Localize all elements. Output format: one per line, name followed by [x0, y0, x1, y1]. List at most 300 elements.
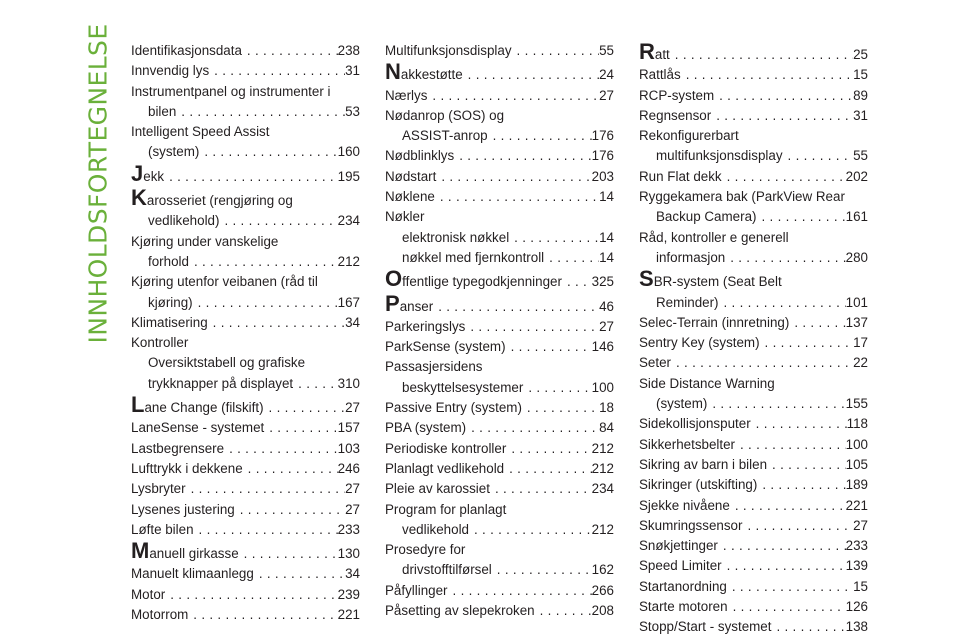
index-row: [639, 394, 868, 414]
index-entry: [639, 577, 868, 597]
page-number: 138: [845, 619, 868, 635]
side-title-text: INNHOLDSFORTEGNELSE: [83, 23, 113, 344]
index-entry: [639, 187, 868, 228]
index-label: Pleie av karossiet: [385, 481, 490, 497]
leader-dots: [671, 353, 853, 373]
index-row: [131, 61, 360, 81]
leader-dots: [435, 187, 599, 207]
leader-dots: [722, 167, 846, 187]
index-label: vedlikehold): [148, 213, 220, 229]
page-number: 212: [337, 253, 360, 269]
index-label: Planlagt vedlikehold: [385, 460, 505, 476]
index-column-1: [131, 41, 360, 625]
index-label: Snøkjettinger: [639, 538, 718, 554]
index-entry-heading: Kontroller: [131, 335, 189, 351]
page-number: 202: [845, 168, 868, 184]
index-entry: [639, 167, 868, 187]
index-entry-heading: Rekonfigurerbart: [639, 128, 739, 144]
index-label: informasjon: [656, 249, 726, 265]
section-letter: O: [385, 266, 403, 292]
page-number: 234: [591, 481, 614, 497]
index-label: Sentry Key (system): [639, 335, 760, 351]
leader-dots: [757, 475, 845, 495]
leader-dots: [522, 398, 599, 418]
page-number: 126: [845, 599, 868, 615]
index-row: [131, 313, 360, 333]
leader-dots: [194, 520, 338, 540]
leader-dots: [681, 65, 853, 85]
index-row: [639, 39, 868, 65]
page-number: 139: [845, 558, 868, 574]
leader-dots: [219, 211, 337, 231]
index-label: bilen: [148, 103, 177, 119]
page-number: 130: [337, 546, 360, 562]
index-label: Sjekke nivåene: [639, 497, 730, 513]
index-row: [639, 496, 868, 516]
index-entry: [131, 41, 360, 61]
index-label: Periodiske kontroller: [385, 440, 507, 456]
index-label: LaneSense - systemet: [131, 420, 265, 436]
index-entry-heading: Ryggekamera bak (ParkView Rear: [639, 189, 845, 205]
leader-dots: [783, 146, 854, 166]
index-entry: [131, 61, 360, 81]
page-number: 137: [845, 314, 868, 330]
leader-dots: [756, 207, 845, 227]
index-label: Startanordning: [639, 578, 727, 594]
index-label-text: att: [654, 47, 670, 62]
index-entry: [639, 86, 868, 106]
index-row: [385, 41, 614, 61]
index-row: [385, 167, 614, 187]
index-label: Parkeringslys: [385, 318, 466, 334]
index-entry: [131, 313, 360, 333]
page-number: 195: [337, 168, 360, 184]
index-label: forhold: [148, 253, 189, 269]
index-row: [385, 520, 614, 540]
index-label: Passive Entry (system): [385, 400, 522, 416]
page-number: 161: [845, 209, 868, 225]
index-row: [131, 605, 360, 625]
page-number: 234: [337, 213, 360, 229]
section-letter: P: [385, 290, 400, 316]
index-entry: [131, 459, 360, 479]
index-row: [385, 290, 614, 317]
index-entry: [131, 418, 360, 438]
index-label: multifunksjonsdisplay: [656, 148, 783, 164]
index-label: beskyttelsesystemer: [402, 379, 524, 395]
leader-dots: [224, 439, 338, 459]
index-row: [385, 581, 614, 601]
leader-dots: [176, 102, 345, 122]
page-number: 27: [345, 400, 360, 416]
index-entry: [131, 333, 360, 394]
index-row: [385, 126, 614, 146]
page-number: 162: [591, 562, 614, 578]
index-entry: [639, 65, 868, 85]
index-label: Sikring av barn i bilen: [639, 456, 768, 472]
section-letter: K: [131, 185, 147, 211]
index-row: [385, 398, 614, 418]
page-number: 238: [337, 43, 360, 58]
index-entry: [639, 617, 868, 637]
leader-dots: [789, 313, 845, 333]
index-entry: [385, 59, 614, 85]
index-entry: [639, 228, 868, 269]
index-label: PBA (system): [385, 420, 467, 436]
section-letter: N: [385, 59, 401, 85]
page-number: 24: [599, 67, 614, 83]
index-row: [131, 41, 360, 61]
page-number: 14: [599, 189, 614, 205]
leader-dots: [718, 536, 846, 556]
index-entry: [639, 106, 868, 126]
index-label: [385, 59, 463, 85]
index-label: Sikringer (utskifting): [639, 477, 758, 493]
leader-dots: [742, 516, 853, 536]
side-title: [78, 23, 118, 344]
index-entry: [131, 605, 360, 625]
index-entry: [639, 414, 868, 434]
page-number: 212: [591, 460, 614, 476]
page-number: 31: [853, 107, 868, 123]
index-entry-heading: Kjøring under vanskelige: [131, 233, 279, 249]
leader-dots: [264, 398, 346, 418]
page-number: 34: [345, 314, 360, 330]
section-letter: J: [131, 160, 144, 186]
index-row: [639, 313, 868, 333]
index-entry: [385, 86, 614, 106]
index-entry-heading: Side Distance Warning: [639, 375, 775, 391]
index-label: Innvendig lys: [131, 63, 210, 79]
index-label: Nærlys: [385, 87, 428, 103]
index-entry: [385, 337, 614, 357]
index-row: [385, 560, 614, 580]
index-row: [385, 459, 614, 479]
leader-dots: [504, 459, 592, 479]
index-row: [131, 479, 360, 499]
page-number: 55: [599, 43, 614, 58]
index-label: Nødstart: [385, 168, 437, 184]
index-label: Lastbegrensere: [131, 440, 225, 456]
leader-dots: [427, 86, 599, 106]
page-number: 208: [591, 603, 614, 619]
page-number: 266: [591, 582, 614, 598]
leader-dots: [448, 581, 592, 601]
index-entry: [639, 597, 868, 617]
page-number: 118: [846, 416, 868, 432]
index-label: ParkSense (system): [385, 339, 506, 355]
page-number: 27: [599, 87, 614, 103]
index-row: [131, 459, 360, 479]
index-entry: [639, 475, 868, 495]
index-label: Run Flat dekk: [639, 168, 722, 184]
index-entry: [385, 459, 614, 479]
index-row: [131, 500, 360, 520]
leader-dots: [490, 479, 592, 499]
index-label: Reminder): [656, 294, 719, 310]
index-entry: [385, 601, 614, 621]
index-entry: [639, 516, 868, 536]
index-row: [131, 564, 360, 584]
index-row: [639, 597, 868, 617]
index-row: [131, 293, 360, 313]
leader-dots: [264, 418, 337, 438]
page-number: 310: [337, 375, 360, 391]
index-row: [131, 538, 360, 564]
index-entry: [385, 540, 614, 581]
page-number: 146: [591, 339, 614, 355]
index-label: [131, 538, 239, 564]
leader-dots: [535, 601, 592, 621]
index-entry: [639, 536, 868, 556]
section-letter: R: [639, 39, 655, 64]
page-number: 221: [845, 497, 868, 513]
index-row: [639, 65, 868, 85]
index-entry: [385, 207, 614, 268]
index-label: (system): [148, 144, 200, 160]
index-label: drivstofftilførsel: [402, 562, 492, 578]
index-entry: [385, 581, 614, 601]
index-label: [131, 392, 264, 418]
index-row: [639, 617, 868, 637]
index-entry: [131, 439, 360, 459]
index-row: [639, 266, 868, 292]
index-entry-heading: Passasjersidens: [385, 359, 483, 375]
page-number: 22: [853, 355, 868, 371]
index-label: kjøring): [148, 294, 193, 310]
index-entry: [639, 353, 868, 373]
index-label: [131, 160, 165, 187]
leader-dots: [771, 617, 845, 637]
leader-dots: [454, 146, 591, 166]
index-label: Nøklene: [385, 189, 435, 205]
leader-dots: [436, 167, 591, 187]
index-row: [385, 378, 614, 398]
index-row: [385, 479, 614, 499]
index-entry-heading: Kjøring utenfor veibanen (råd til: [131, 274, 318, 290]
index-row: [385, 146, 614, 166]
index-row: [639, 106, 868, 126]
index-entry: [385, 146, 614, 166]
page-number: 246: [337, 460, 360, 476]
leader-dots: [254, 564, 345, 584]
index-row: [385, 337, 614, 357]
page-number: 27: [599, 318, 614, 334]
index-label-text: akkestøtte: [400, 67, 463, 83]
page-number: 15: [853, 578, 868, 594]
index-label: (system): [656, 396, 708, 412]
page-number: 53: [345, 103, 360, 119]
page-number: 17: [853, 335, 868, 351]
index-row: [385, 248, 614, 268]
page-number: 189: [845, 477, 868, 493]
index-entry: [131, 479, 360, 499]
leader-dots: [562, 272, 592, 292]
page-number: 31: [345, 63, 360, 79]
page-number: 27: [853, 517, 868, 533]
leader-dots: [235, 500, 345, 520]
index-label: Løfte bilen: [131, 521, 194, 537]
leader-dots: [707, 394, 845, 414]
index-label: Motor: [131, 586, 166, 602]
index-column-2: [385, 41, 614, 621]
index-entry-heading: Instrumentpanel og instrumenter i: [131, 83, 331, 99]
index-row: [385, 228, 614, 248]
leader-dots: [199, 142, 337, 162]
index-label: Speed Limiter: [639, 558, 722, 574]
index-entry: [131, 538, 360, 564]
index-entry: [131, 82, 360, 123]
leader-dots: [722, 556, 846, 576]
index-entry: [639, 374, 868, 415]
index-entry: [131, 272, 360, 313]
page-number: 233: [845, 538, 868, 554]
index-label: Selec-Terrain (innretning): [639, 314, 790, 330]
index-entry-heading: Råd, kontroller e generell: [639, 229, 789, 245]
index-row: [639, 577, 868, 597]
index-row: [639, 293, 868, 313]
index-row: [639, 146, 868, 166]
index-row: [639, 536, 868, 556]
leader-dots: [469, 520, 592, 540]
leader-dots: [466, 418, 599, 438]
index-entry: [385, 479, 614, 499]
index-label: Starte motoren: [639, 599, 728, 615]
index-entry: [639, 266, 868, 313]
index-label: Lufttrykk i dekkene: [131, 460, 243, 476]
index-row: [639, 353, 868, 373]
index-entry: [639, 126, 868, 167]
leader-dots: [523, 378, 591, 398]
index-row: [131, 520, 360, 540]
leader-dots: [465, 317, 599, 337]
index-entry: [639, 313, 868, 333]
page-number: 89: [853, 87, 868, 103]
index-row: [385, 86, 614, 106]
index-label: Backup Camera): [656, 209, 757, 225]
leader-dots: [512, 41, 600, 61]
leader-dots: [509, 228, 599, 248]
index-label: nøkkel med fjernkontroll: [402, 249, 545, 265]
index-entry-heading: Intelligent Speed Assist: [131, 124, 270, 140]
index-row: [639, 435, 868, 455]
index-entry: [385, 500, 614, 541]
index-entry: [639, 455, 868, 475]
index-entry: [131, 392, 360, 418]
index-entry: [131, 520, 360, 540]
index-row: [385, 187, 614, 207]
leader-dots: [433, 297, 599, 317]
index-entry: [385, 439, 614, 459]
index-label: Seter: [639, 355, 672, 371]
index-label: [385, 290, 434, 317]
index-entry: [385, 398, 614, 418]
index-row: [639, 475, 868, 495]
leader-dots: [711, 106, 853, 126]
index-label: Påfyllinger: [385, 582, 448, 598]
leader-dots: [488, 126, 592, 146]
page-number: 325: [591, 274, 614, 290]
leader-dots: [188, 605, 337, 625]
leader-dots: [735, 435, 846, 455]
index-row: [385, 601, 614, 621]
index-label-text: ane Change (filskift): [144, 400, 264, 416]
page-number: 176: [591, 148, 614, 164]
leader-dots: [164, 167, 338, 187]
page-number: 157: [337, 420, 360, 436]
page-number: 221: [337, 607, 360, 623]
index-entry: [385, 266, 614, 292]
leader-dots: [719, 293, 846, 313]
page-number: 27: [345, 501, 360, 517]
index-entry: [131, 564, 360, 584]
page-number: 46: [599, 298, 614, 314]
index-label: Sidekollisjonsputer: [639, 416, 751, 432]
leader-dots: [242, 41, 338, 61]
page-number: 34: [345, 566, 360, 582]
index-entry: [131, 160, 360, 187]
leader-dots: [193, 293, 338, 313]
leader-dots: [208, 313, 345, 333]
leader-dots: [727, 577, 853, 597]
index-label: Manuelt klimaanlegg: [131, 566, 254, 582]
index-label-text: ekk: [143, 168, 165, 184]
page-number: 103: [337, 440, 360, 456]
section-letter: M: [131, 538, 150, 564]
page-number: 100: [845, 436, 868, 452]
index-label: [385, 266, 562, 292]
index-label-text: BR-system (Seat Belt: [653, 274, 782, 290]
page-number: 167: [337, 294, 360, 310]
index-entry: [385, 317, 614, 337]
index-label-text: anser: [399, 298, 434, 314]
index-label: [131, 185, 293, 211]
index-row: [639, 167, 868, 187]
index-entry: [385, 418, 614, 438]
page-number: 15: [853, 67, 868, 83]
leader-dots: [730, 496, 846, 516]
index-entry: [131, 122, 360, 163]
leader-dots: [714, 86, 853, 106]
index-label: trykknapper på displayet: [148, 375, 294, 391]
page-number: 280: [845, 249, 868, 265]
leader-dots: [293, 374, 338, 394]
index-row: [131, 418, 360, 438]
leader-dots: [728, 597, 846, 617]
index-row: [131, 392, 360, 418]
index-label: vedlikehold: [402, 521, 469, 537]
index-row: [131, 439, 360, 459]
page-number: 101: [845, 294, 868, 310]
index-row: [131, 160, 360, 187]
index-label: [639, 266, 782, 292]
index-label: elektronisk nøkkel: [402, 229, 510, 245]
page-number: 203: [591, 168, 614, 184]
page-number: 105: [845, 456, 868, 472]
index-label: Sikkerhetsbelter: [639, 436, 736, 452]
index-entry: [385, 290, 614, 317]
index-entry: [639, 39, 868, 65]
index-entry-heading: Nødanrop (SOS) og: [385, 107, 505, 123]
section-letter: L: [131, 392, 145, 418]
index-entry-heading: Oversiktstabell og grafiske: [148, 355, 306, 371]
leader-dots: [670, 45, 853, 65]
index-label: RCP-system: [639, 87, 715, 103]
index-entry: [131, 185, 360, 232]
index-row: [131, 252, 360, 272]
index-label: Motorrom: [131, 607, 189, 623]
section-letter: S: [639, 266, 654, 292]
